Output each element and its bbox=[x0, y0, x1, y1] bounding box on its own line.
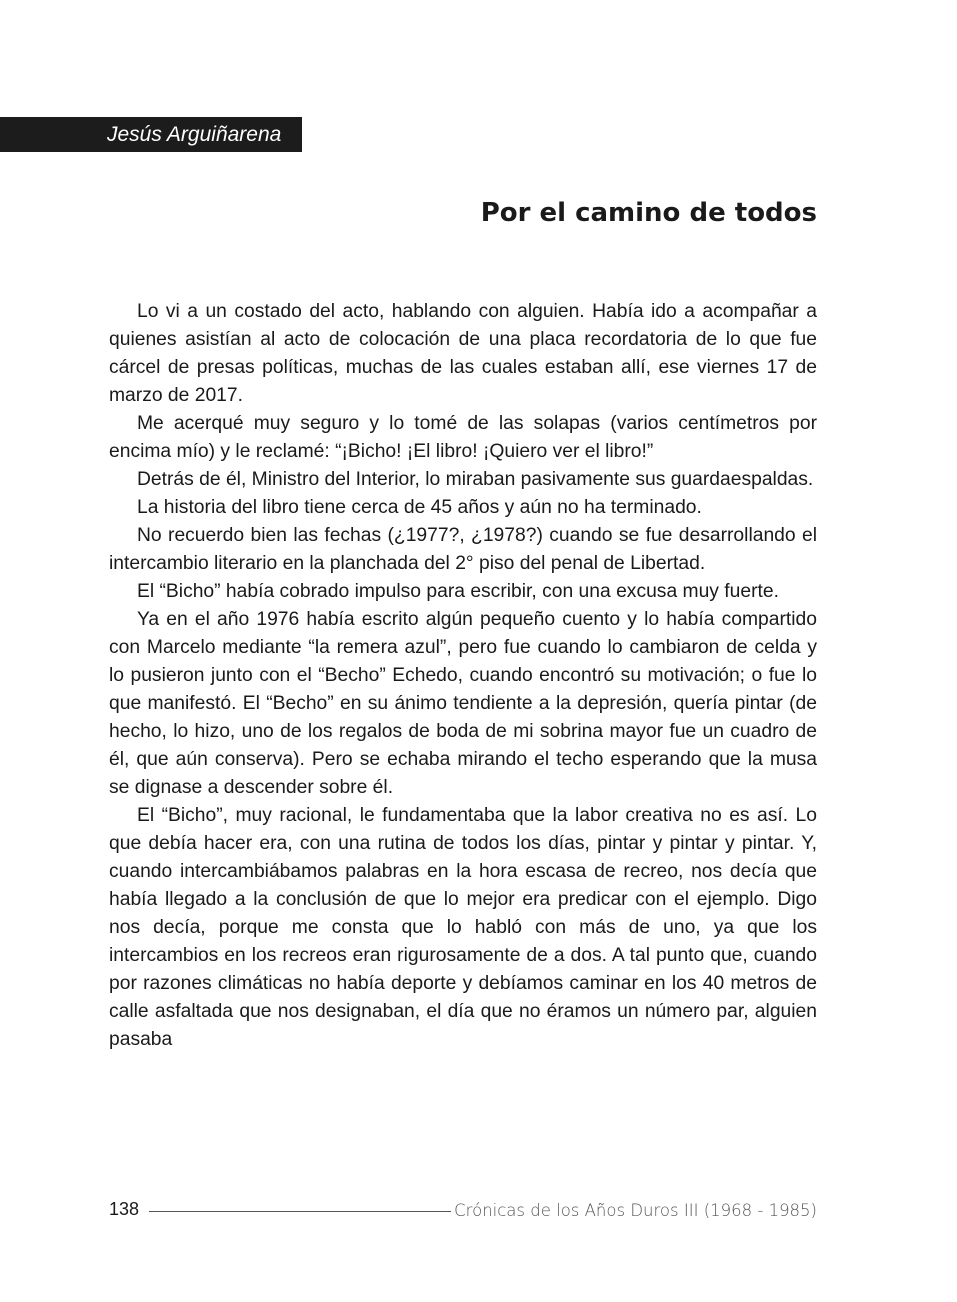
chapter-title: Por el camino de todos bbox=[480, 198, 817, 228]
footer-rule bbox=[149, 1211, 451, 1212]
footer-book-title: Crónicas de los Años Duros III (1968 - 1985) bbox=[454, 1201, 817, 1220]
paragraph: El “Bicho” había cobrado impulso para escribir, con una excusa muy fuerte. bbox=[137, 581, 779, 602]
paragraph: Lo vi a un costado del acto, hablando con alguien. Había ido a acompañar a quienes asistían al acto de colocación de una placa recordatoria de lo que fue cárcel de presas políticas, muchas de las cuales estaban allí, ese viernes 17 de marzo de 2017. bbox=[109, 301, 817, 406]
paragraph: La historia del libro tiene cerca de 45 años y aún no ha terminado. bbox=[137, 497, 702, 518]
paragraph: Detrás de él, Ministro del Interior, lo miraban pasivamente sus guardaespaldas. bbox=[137, 469, 814, 490]
paragraph: El “Bicho”, muy racional, le fundamentaba que la labor creativa no es así. Lo que debía hacer era, con una rutina de todos los días, pintar y pintar y pintar. Y, cuando intercambiábamos palabras en la hora escasa de recreo, nos decía que había llegado a la conclusión de que lo mejor era predicar con el ejemplo. Digo nos decía, porque me consta que lo habló con más de uno, ya que los intercambios en los recreos eran rigurosamente de a dos. A tal punto que, cuando por razones climáticas no había deporte y debíamos caminar en los 40 metros de calle asfaltada que nos designaban, el día que no éramos un número par, alguien pasaba bbox=[109, 805, 817, 1050]
author-name: Jesús Arguiñarena bbox=[107, 123, 282, 146]
body-text bbox=[109, 298, 817, 1054]
page-number: 138 bbox=[109, 1199, 140, 1219]
paragraph: No recuerdo bien las fechas (¿1977?, ¿1978?) cuando se fue desarrollando el intercambio literario en la planchada del 2° piso del penal de Libertad. bbox=[109, 525, 817, 574]
paragraph: Ya en el año 1976 había escrito algún pequeño cuento y lo había compartido con Marcelo mediante “la remera azul”, pero fue cuando lo cambiaron de celda y lo pusieron junto con el “Becho” Echedo, cuando encontró su motivación; o fue lo que manifestó. El “Becho” en su ánimo tendiente a la depresión, quería pintar (de hecho, lo hizo, uno de los regalos de boda de mi sobrina mayor fue un cuadro de él, que aún conserva). Pero se echaba mirando el techo esperando que la musa se dignase a descender sobre él. bbox=[109, 609, 817, 798]
paragraph: Me acerqué muy seguro y lo tomé de las solapas (varios centímetros por encima mío) y le reclamé: “¡Bicho! ¡El libro! ¡Quiero ver el libro!” bbox=[109, 413, 817, 462]
